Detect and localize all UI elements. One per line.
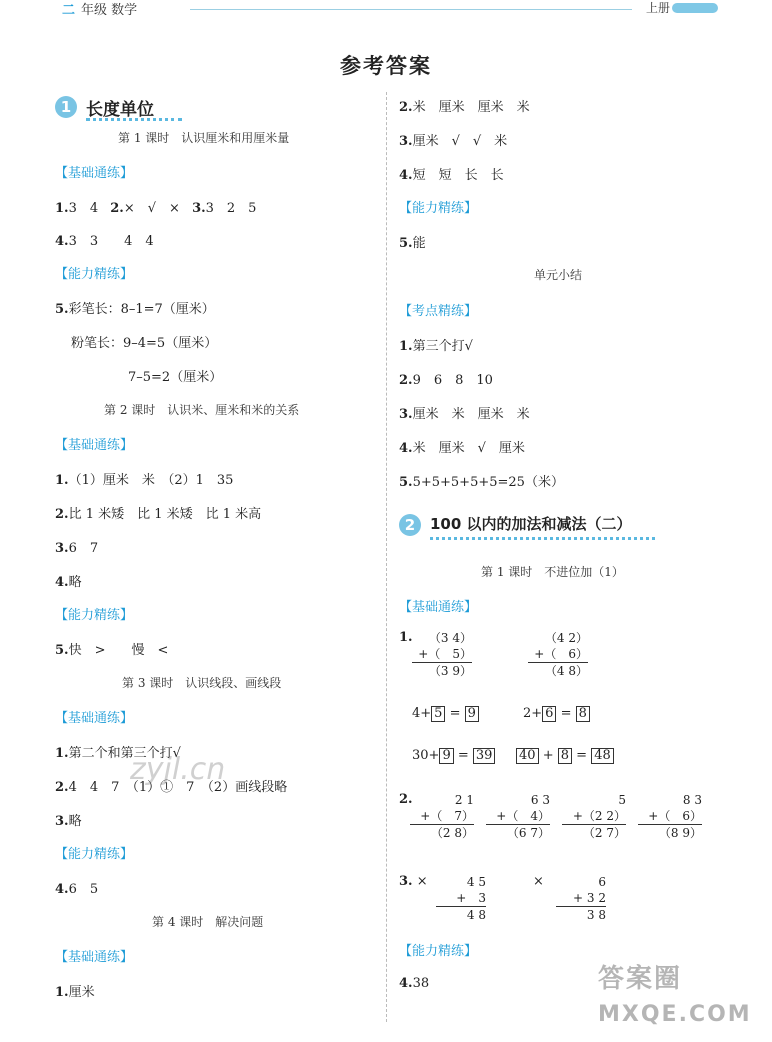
- section-tag: 【基础通练】: [399, 600, 478, 615]
- section-tag: 【基础通练】: [55, 438, 134, 453]
- question-number: 2.: [399, 792, 413, 807]
- section-tag: 【基础通练】: [55, 166, 134, 181]
- lesson-title: 第 3 课时 认识线段、画线段: [122, 676, 282, 690]
- answer-line: 7–5=2（厘米）: [128, 370, 223, 385]
- section-tag: 【基础通练】: [55, 950, 134, 965]
- vertical-addition: 5 +（2 2） （2 7）: [562, 792, 626, 841]
- column-divider: [386, 92, 387, 1022]
- answer-line: 2.米 厘米 厘米 米: [399, 100, 530, 115]
- answer-line: 2.9 6 8 10: [399, 373, 493, 388]
- unit-title-underline: [86, 118, 182, 121]
- question-number: 3. ×: [399, 874, 428, 889]
- answer-line: 3.厘米 米 厘米 米: [399, 407, 530, 422]
- lesson-title: 第 2 课时 认识米、厘米和米的关系: [104, 403, 300, 417]
- equation: 2+ 6 = 8: [523, 706, 590, 722]
- cross-mark: ×: [533, 874, 544, 889]
- answer-line: 4.短 短 长 长: [399, 168, 504, 183]
- equation: 30+ 9 = 39: [412, 748, 495, 764]
- watermark-right-url: MXQE.COM: [598, 1002, 752, 1027]
- answer-line: 3.略: [55, 814, 82, 829]
- answer-line: 4.米 厘米 √ 厘米: [399, 441, 525, 456]
- lesson-title: 第 1 课时 认识厘米和用厘米量: [118, 131, 290, 145]
- watermark-left: zyjl.cn: [130, 752, 226, 787]
- vertical-addition: 6 + 3 2 3 8: [556, 874, 606, 923]
- section-tag: 【考点精练】: [399, 304, 478, 319]
- section-tag: 【能力精练】: [399, 201, 478, 216]
- vertical-addition: 8 3 +（ 6） （8 9）: [638, 792, 702, 841]
- grade-label: [62, 0, 137, 18]
- answer-line: 4.6 5: [55, 882, 99, 897]
- unit-title: 长度单位: [86, 100, 154, 120]
- answer-line: 3.6 7: [55, 541, 99, 556]
- volume-label: 上册: [646, 1, 671, 15]
- unit-number-badge: 1: [55, 96, 77, 118]
- answer-line: 5.能: [399, 236, 426, 251]
- grade-number: 二: [62, 3, 76, 18]
- vertical-addition: 2 1 +（ 7） （2 8）: [410, 792, 474, 841]
- section-tag: 【基础通练】: [55, 711, 134, 726]
- answer-line: 4.3 3 4 4: [55, 234, 154, 249]
- grade-subject: 年级 数学: [81, 3, 138, 18]
- question-number: 1.: [399, 630, 413, 645]
- unit-title: 100 以内的加法和减法（二）: [430, 515, 632, 533]
- page-title: 参考答案: [340, 54, 432, 78]
- answer-line: 5.彩笔长：8–1=7（厘米）: [55, 302, 215, 317]
- section-tag: 【能力精练】: [55, 608, 134, 623]
- answer-line: 1.（1）厘米 米 （2）1 35: [55, 473, 234, 488]
- summary-title: 单元小结: [534, 268, 583, 282]
- answer-line: 1.第二个和第三个打√: [55, 746, 181, 761]
- unit-number-badge: 2: [399, 514, 421, 536]
- answer-line: 4.38: [399, 976, 430, 991]
- equation: 40 + 8 = 48: [516, 748, 614, 764]
- answer-line: 2.4 4 7 （1）① 7 （2）画线段略: [55, 780, 288, 795]
- watermark-right: 答案圈: [598, 964, 683, 994]
- answer-line: 3.厘米 √ √ 米: [399, 134, 508, 149]
- lesson-title: 第 1 课时 不进位加（1）: [481, 565, 624, 579]
- answer-line: 1.3 4 2.× √ × 3.3 2 5: [55, 201, 257, 216]
- answer-line: 粉笔长：9–4=5（厘米）: [71, 336, 218, 351]
- answer-line: 1.第三个打√: [399, 339, 473, 354]
- answer-line: 1.厘米: [55, 985, 95, 1000]
- answer-line: 5.5+5+5+5+5=25（米）: [399, 475, 564, 490]
- section-tag: 【能力精练】: [55, 267, 134, 282]
- equation: 4+ 5 = 9: [412, 706, 479, 722]
- answer-line: 4.略: [55, 575, 82, 590]
- vertical-addition: 4 5 + 3 4 8: [436, 874, 486, 923]
- section-tag: 【能力精练】: [399, 944, 478, 959]
- vertical-addition: 6 3 +（ 4） （6 7）: [486, 792, 550, 841]
- unit-title-underline: [430, 537, 655, 540]
- header-badge: [672, 3, 718, 13]
- vertical-addition: （4 2） +（ 6） （4 8）: [528, 630, 588, 679]
- answer-line: 2.比 1 米矮 比 1 米矮 比 1 米高: [55, 507, 262, 522]
- answer-line: 5.快 > 慢 <: [55, 643, 169, 658]
- page-header: [0, 0, 772, 18]
- section-tag: 【能力精练】: [55, 847, 134, 862]
- lesson-title: 第 4 课时 解决问题: [152, 915, 264, 929]
- vertical-addition: （3 4） +（ 5） （3 9）: [412, 630, 472, 679]
- header-rule: [190, 9, 632, 10]
